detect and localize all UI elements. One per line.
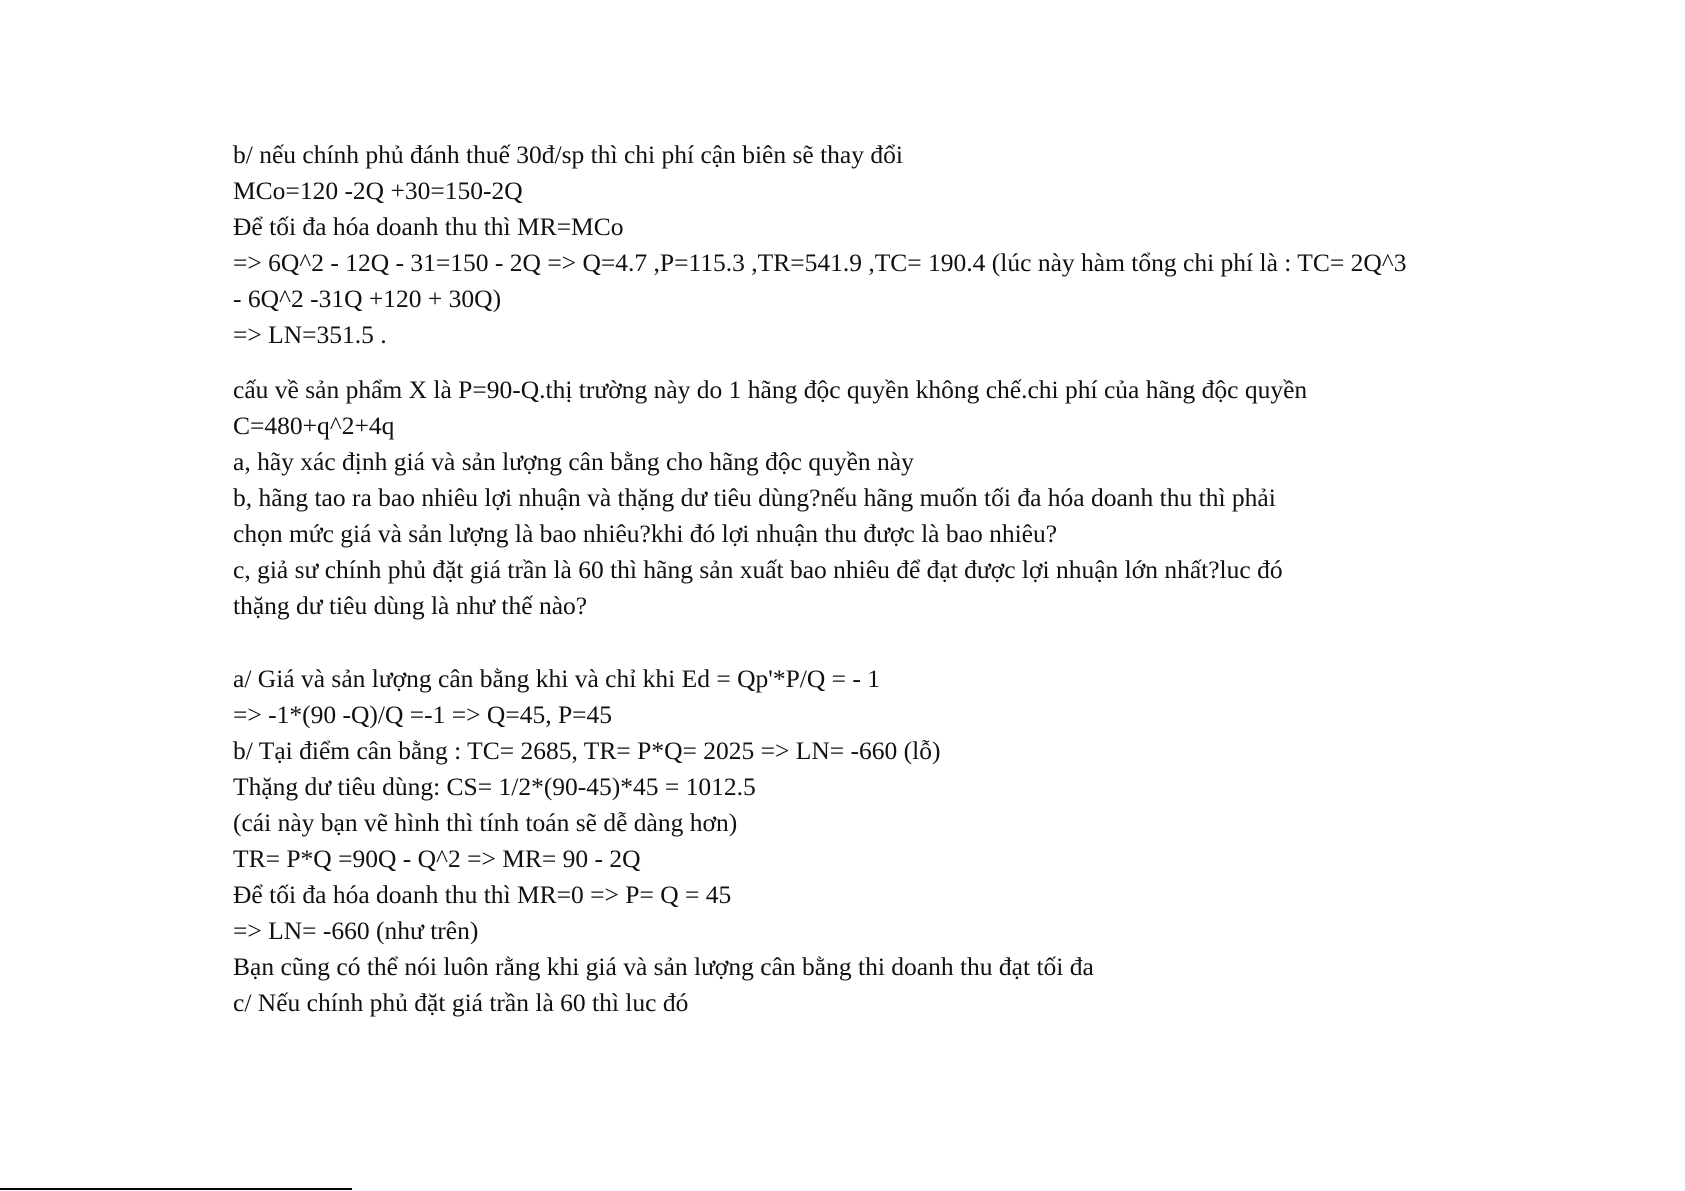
solution-section: [233, 661, 1533, 1021]
text-line: => 6Q^2 - 12Q - 31=150 - 2Q => Q=4.7 ,P=115.3 ,TR=541.9 ,TC= 190.4 (lúc này hàm tổng chi phí là : TC= 2Q^3: [233, 248, 1407, 277]
text-line: Để tối đa hóa doanh thu thì MR=0 => P= Q = 45: [233, 880, 732, 909]
text-line: MCo=120 -2Q +30=150-2Q: [233, 176, 523, 205]
footer-divider: [0, 1188, 352, 1190]
paragraph-spacer: [233, 353, 1533, 372]
text-line: Để tối đa hóa doanh thu thì MR=MCo: [233, 212, 624, 241]
text-line: - 6Q^2 -31Q +120 + 30Q): [233, 284, 502, 313]
tax-solution-section: [233, 137, 1533, 353]
paragraph-spacer: [233, 624, 1533, 661]
document-body: [233, 137, 1533, 1021]
problem-statement-section: [233, 372, 1533, 624]
text-line: c/ Nếu chính phủ đặt giá trần là 60 thì luc đó: [233, 988, 689, 1017]
text-line: b, hãng tao ra bao nhiêu lợi nhuận và thặng dư tiêu dùng?nếu hãng muốn tối đa hóa doanh thu thì phải: [233, 483, 1276, 512]
text-line: a, hãy xác định giá và sản lượng cân bằng cho hãng độc quyền này: [233, 447, 914, 476]
text-line: thặng dư tiêu dùng là như thế nào?: [233, 591, 588, 620]
text-line: b/ nếu chính phủ đánh thuế 30đ/sp thì chi phí cận biên sẽ thay đổi: [233, 140, 903, 169]
text-line: TR= P*Q =90Q - Q^2 => MR= 90 - 2Q: [233, 844, 641, 873]
text-line: b/ Tại điểm cân bằng : TC= 2685, TR= P*Q= 2025 => LN= -660 (lỗ): [233, 736, 941, 765]
text-line: => LN= -660 (như trên): [233, 916, 479, 945]
text-line: chọn mức giá và sản lượng là bao nhiêu?khi đó lợi nhuận thu được là bao nhiêu?: [233, 519, 1058, 548]
text-line: Bạn cũng có thể nói luôn rằng khi giá và sản lượng cân bằng thi doanh thu đạt tối đa: [233, 952, 1094, 981]
text-line: c, giả sư chính phủ đặt giá trần là 60 thì hãng sản xuất bao nhiêu để đạt được lợi nhuận lớn nhất?luc đó: [233, 555, 1283, 584]
text-line: cấu về sản phẩm X là P=90-Q.thị trường này do 1 hãng độc quyền không chế.chi phí của hãng độc quyền: [233, 375, 1308, 404]
text-line: C=480+q^2+4q: [233, 411, 395, 440]
text-line: a/ Giá và sản lượng cân bằng khi và chỉ khi Ed = Qp'*P/Q = - 1: [233, 664, 881, 693]
text-line: => -1*(90 -Q)/Q =-1 => Q=45, P=45: [233, 700, 613, 729]
text-line: (cái này bạn vẽ hình thì tính toán sẽ dễ dàng hơn): [233, 808, 738, 837]
text-line: Thặng dư tiêu dùng: CS= 1/2*(90-45)*45 = 1012.5: [233, 772, 756, 801]
text-line: => LN=351.5 .: [233, 320, 387, 349]
